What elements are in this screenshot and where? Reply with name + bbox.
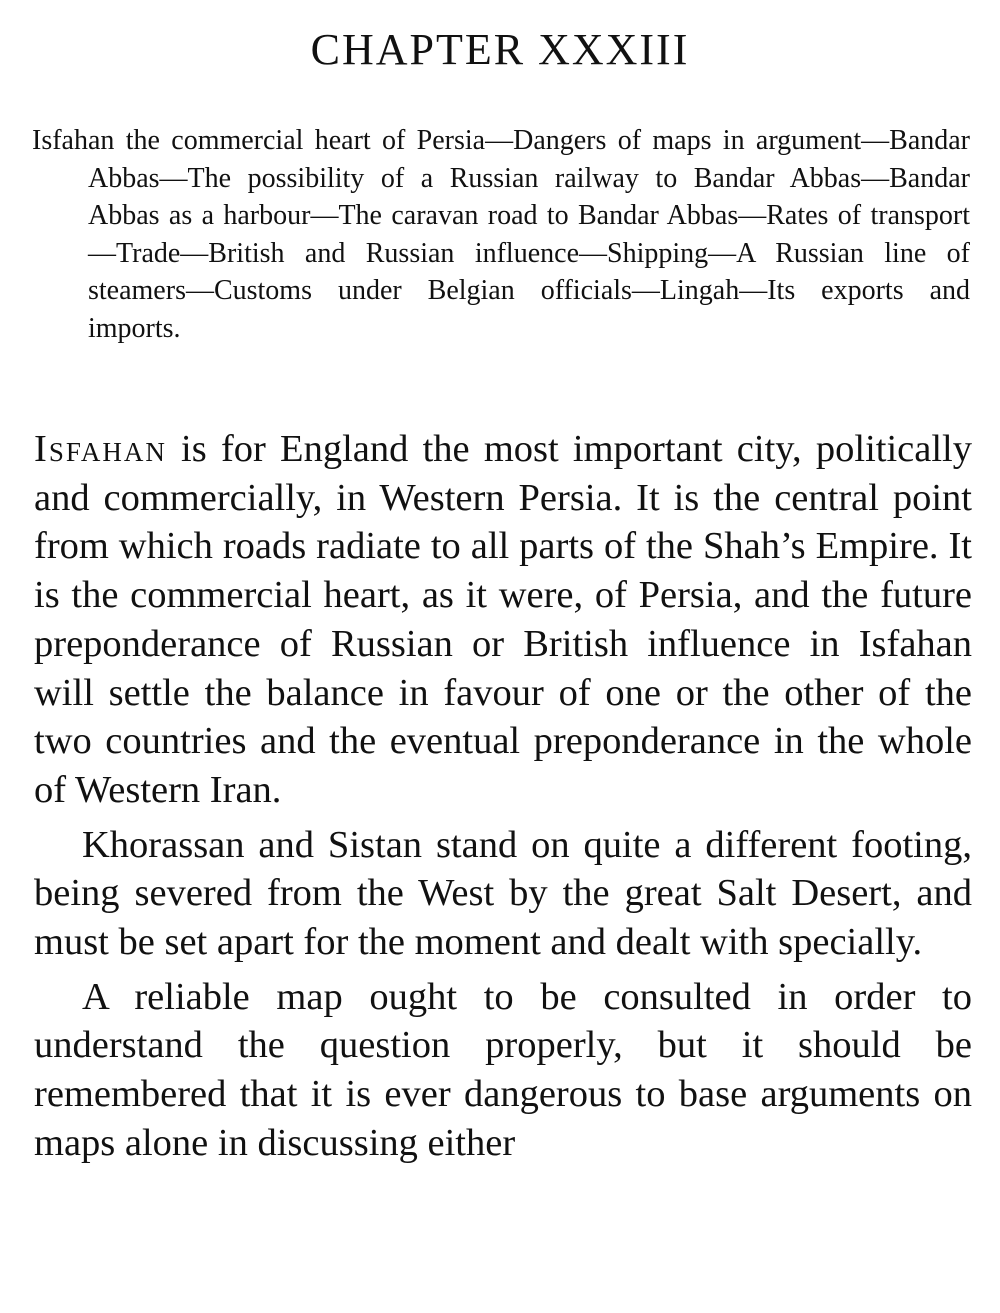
chapter-body — [34, 425, 972, 1174]
paragraph-1 — [34, 425, 972, 815]
paragraph-3: A reliable map ought to be consulted in order to understand the question properly, but it should be remembered that it is ever dangerous to base arguments on maps alone in discussing either — [34, 975, 972, 1164]
chapter-title: CHAPTER XXXIII — [310, 25, 690, 74]
drop-lead-word: Isfahan — [34, 428, 167, 470]
paragraph-1-text: is for England the most important city, politically and commercially, in Western Persia. It is the central point from which roads radiate to all parts of the Shah’s Empire. It is the commercial heart, as it were, of Persia, and the future preponderance of Russian or British influence in Isfahan will settle the balance in favour of one or the other of the two countries and the eventual preponderance in the whole of Western Iran. — [34, 428, 972, 811]
paragraph-2: Khorassan and Sistan stand on quite a different footing, being severed from the West by the great Salt Desert, and must be set apart for the moment and dealt with specially. — [34, 823, 972, 964]
chapter-summary: Isfahan the commercial heart of Persia—Dangers of maps in argument—Bandar Abbas—The possibility of a Russian railway to Bandar Abbas—Bandar Abbas as a harbour—The caravan road to Bandar Abbas—Rates of transport—Trade—British and Russian influence—Shipping—A Russian line of steamers—Customs under Belgian officials—Lingah—Its exports and imports. — [32, 125, 970, 344]
